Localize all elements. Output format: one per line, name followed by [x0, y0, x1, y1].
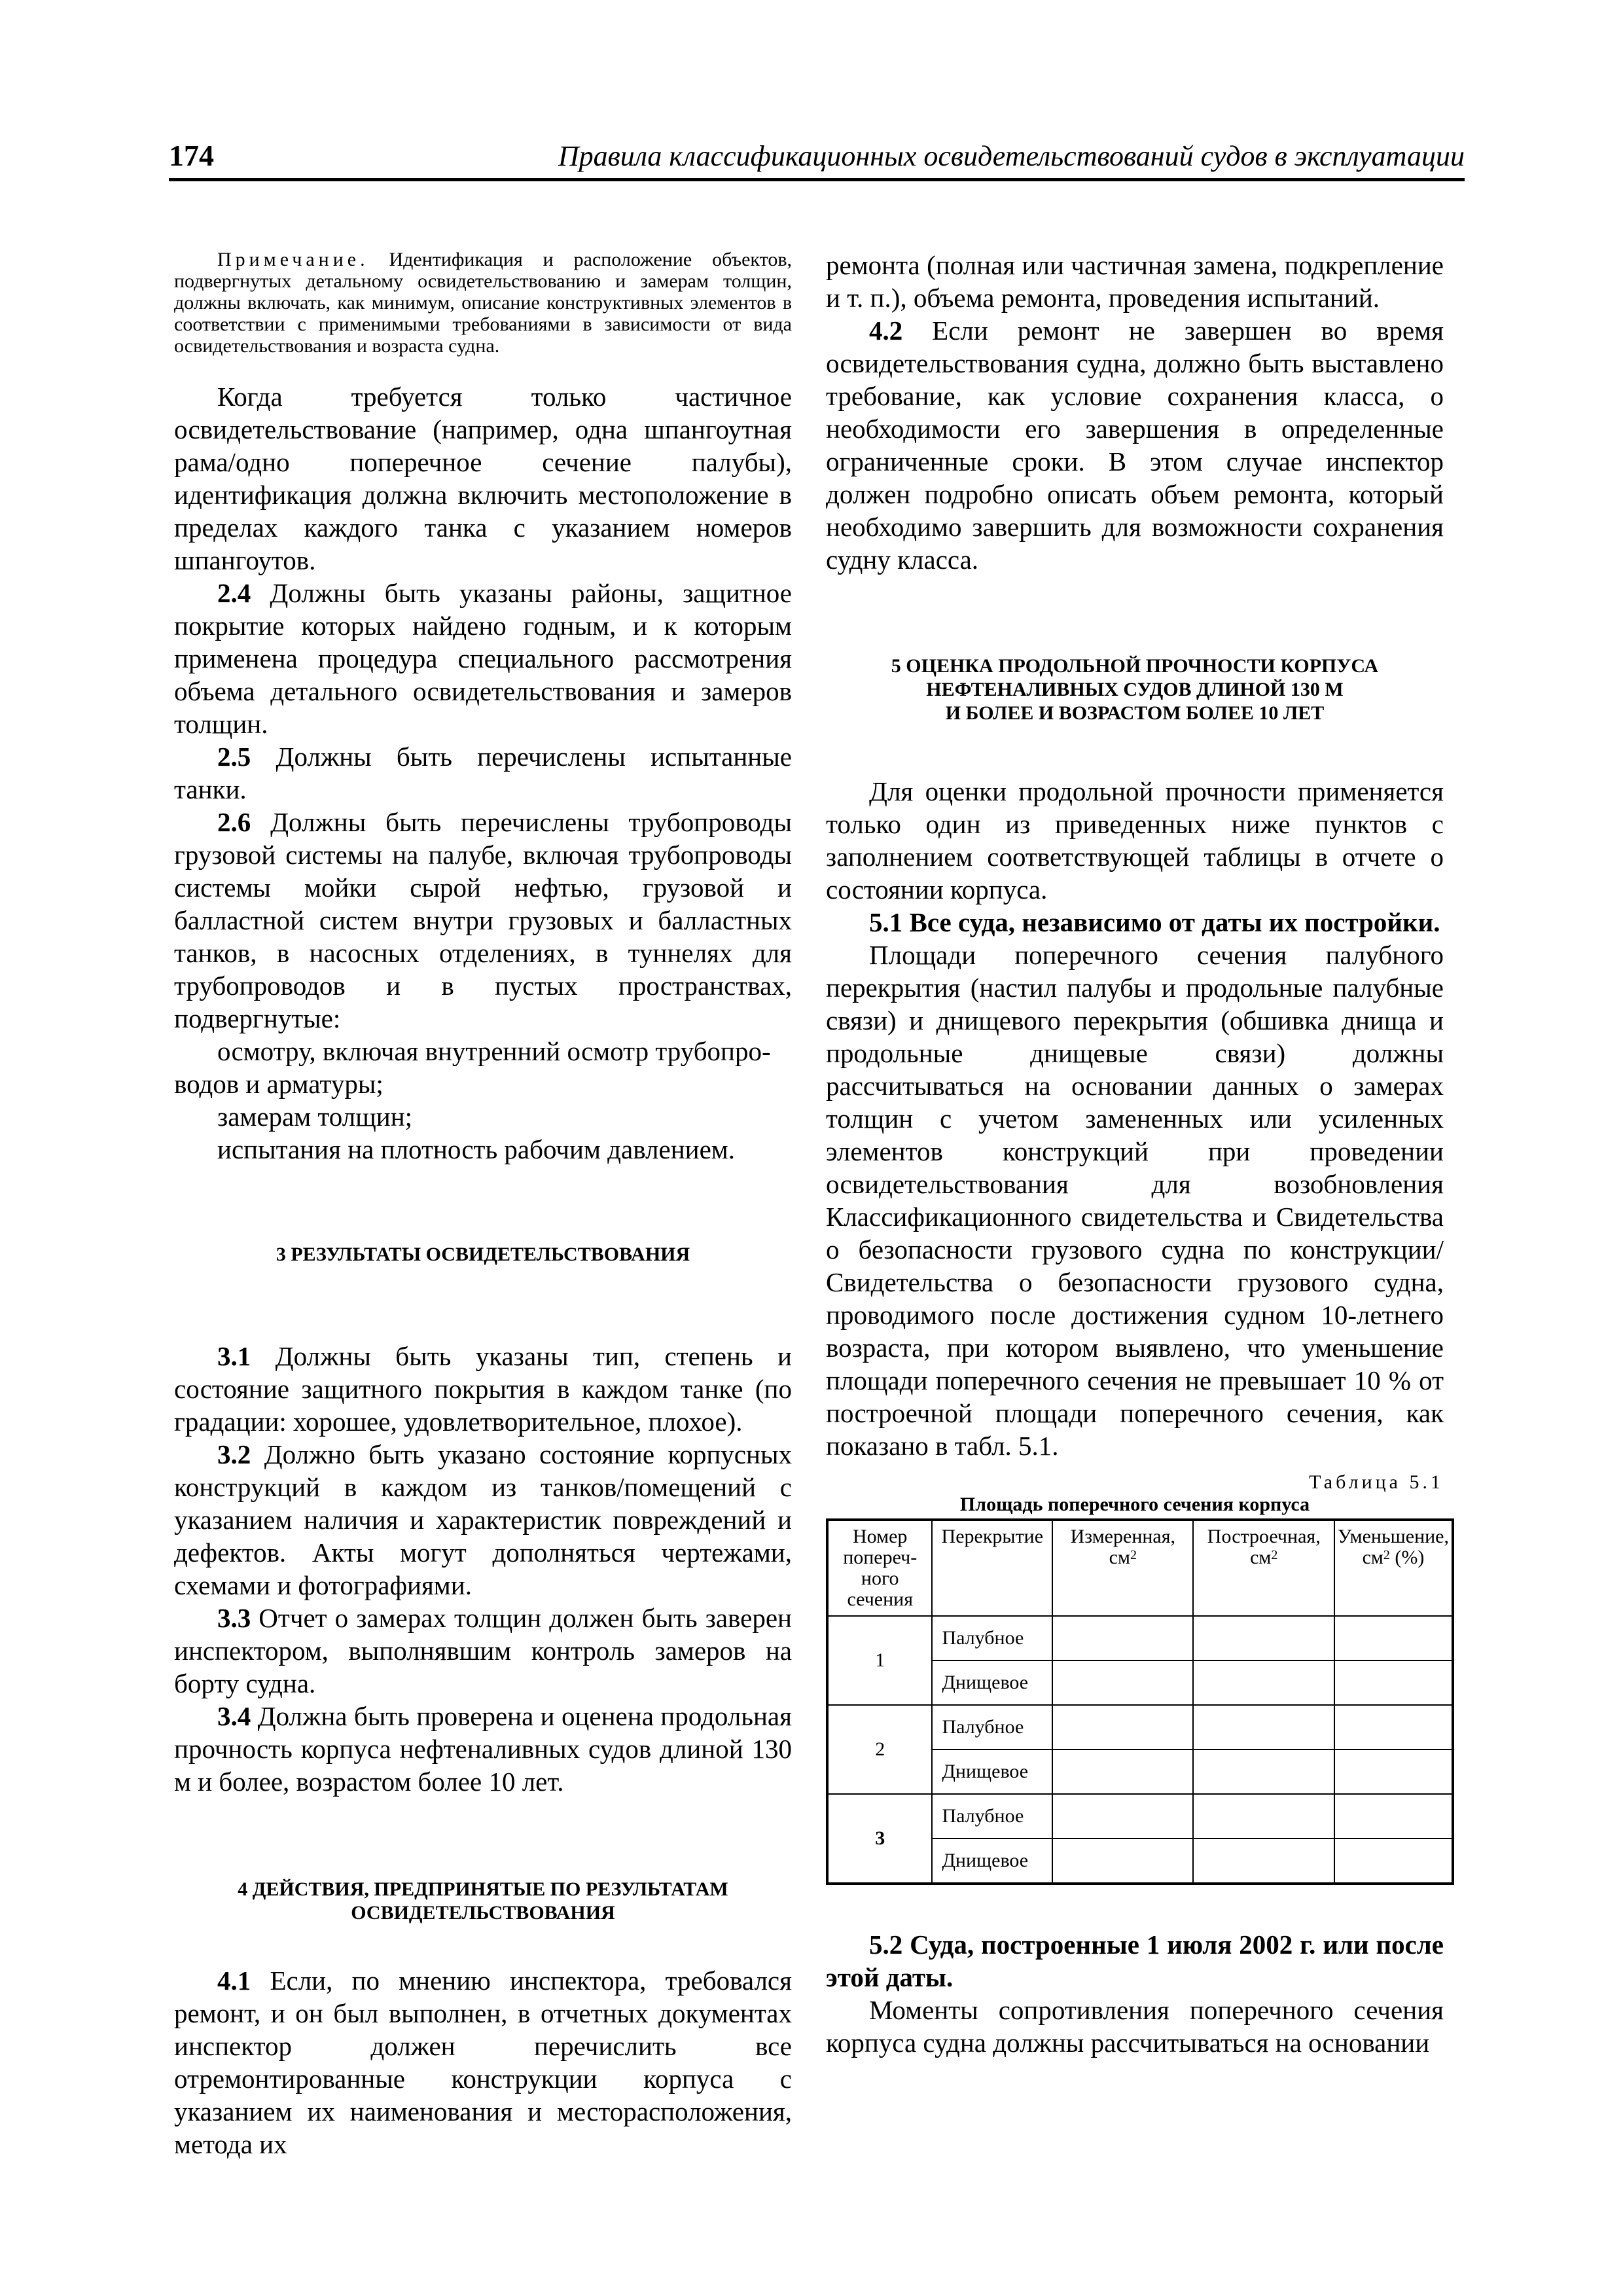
list-item-inspection: осмотру, включая внутренний осмотр трубопро- [217, 1036, 771, 1066]
clause-number: 3.4 [217, 1701, 251, 1731]
list-item-thickness: замерам толщин; [217, 1102, 413, 1132]
table-row [827, 1794, 1453, 1839]
table-cell [1193, 1616, 1334, 1660]
reduction-sup: 2 [1383, 1548, 1390, 1562]
clause-number: 3.2 [217, 1439, 251, 1469]
column-header-measured [1052, 1520, 1193, 1616]
clause-number: 5.1 [869, 907, 903, 937]
cross-section-table [826, 1518, 1454, 1885]
clause-text: Если ремонт не завершен во время освидетельствования судна, должно быть выставлено требование, как условие сохранения класса, о необходимости его завершения в определенные ограниченные сроки. В этом случае инспектор должен подробно описать объем ремонта, который необходимо завершить для возможности сохранения судну класса. [826, 315, 1444, 575]
paragraph-3-2 [174, 1438, 792, 1602]
clause-text: Если, по мнению инспектора, требовался ремонт, и он был выполнен, в отчетных документах инспектор должен перечислить все отремонтированные конструкции корпуса с указанием их наименования и месторасположения, метода их [174, 1965, 792, 2159]
right-column [826, 249, 1449, 2059]
clause-title: Суда, построенные 1 июля 2002 г. или после этой даты. [826, 1929, 1444, 1992]
as-built-label: Построечная, см [1207, 1526, 1321, 1568]
table-cell [1193, 1794, 1334, 1839]
paragraph-5-2 [826, 1928, 1444, 1994]
clause-title: Все суда, независимо от даты их постройки. [902, 907, 1440, 937]
note [174, 249, 792, 357]
clause-number: 4.1 [217, 1965, 251, 1996]
section-heading-5-line2: НЕФТЕНАЛИВНЫХ СУДОВ ДЛИНОЙ 130 М [926, 679, 1344, 700]
table-cell [1193, 1705, 1334, 1749]
paragraph-partial-survey: Когда требуется только частичное освидетельствование (например, одна шпангоутная рама/одно поперечное сечение палубы), идентификация должна включить местоположение в пределах каждого танка с указанием номеров шпангоутов. [174, 382, 792, 575]
clause-number: 4.2 [869, 315, 903, 346]
structure-bottom: Днищевое [932, 1660, 1052, 1705]
column-header-section: Номер попереч- ного сечения [827, 1520, 932, 1616]
table-cell [1334, 1616, 1453, 1660]
structure-deck: Палубное [932, 1794, 1052, 1839]
clause-number: 2.4 [217, 578, 251, 608]
section-heading-5-line1: 5 ОЦЕНКА ПРОДОЛЬНОЙ ПРОЧНОСТИ КОРПУСА [891, 655, 1379, 677]
page-number: 174 [169, 139, 214, 172]
clause-text: Должны быть перечислены испытанные танки. [174, 742, 792, 804]
paragraph-2-5 [174, 740, 792, 806]
column-header-reduction [1334, 1520, 1453, 1616]
paragraph-3-4 [174, 1700, 792, 1798]
paragraph-5-intro: Для оценки продольной прочности применяется только один из приведенных ниже пунктов с заполнением соответствующей таблицы в отчете о состоянии корпуса. [826, 776, 1444, 905]
table-cell [1193, 1839, 1334, 1884]
structure-deck: Палубное [932, 1616, 1052, 1660]
structure-bottom: Днищевое [932, 1839, 1052, 1884]
clause-text: Должны быть указаны районы, защитное покрытие которых найдено годным, и к которым применена процедура специального рассмотрения объема детального освидетельствования и замеров толщин. [174, 578, 792, 739]
table-row [827, 1616, 1453, 1660]
reduction-suffix: (%) [1389, 1547, 1425, 1568]
running-title: Правила классификационных освидетельствований судов в эксплуатации [558, 140, 1465, 172]
table-cell [1334, 1660, 1453, 1705]
clause-text: Должно быть указано состояние корпусных конструкций в каждом из танков/помещений с указанием наличия и характеристик повреждений и дефектов. Акты могут дополняться чертежами, схемами и фотографиями. [174, 1439, 792, 1600]
table-cell [1052, 1749, 1193, 1794]
paragraph-5-1-body: Площади поперечного сечения палубного перекрытия (настил палубы и продольные палубные связи) и днищевого перекрытия (обшивка днища и продольные днищевые связи) должны рассчитываться на основании данных о замерах толщин с учетом замененных или усиленных элементов конструкций при проведении освидетельствования для возобновления Классификационного свидетельства и Свидетельства о безопасности грузового судна по конструкции/Свидетельства о безопасности грузового судна, проводимого после достижения судном 10-летнего возраста, при котором выявлено, что уменьшение площади поперечного сечения не превышает 10 % от построечной площади поперечного сечения, как показано в табл. 5.1. [826, 940, 1444, 1461]
section-heading-5-line3: И БОЛЕЕ И ВОЗРАСТОМ БОЛЕЕ 10 ЛЕТ [945, 702, 1325, 724]
table-cell [1193, 1660, 1334, 1705]
table-cell [1334, 1839, 1453, 1884]
clause-number: 2.6 [217, 807, 251, 837]
table-title: Площадь поперечного сечения корпуса [959, 1494, 1310, 1515]
section-number: 3 [827, 1794, 932, 1884]
paragraph-2-6 [174, 806, 792, 1035]
clause-number: 5.2 [869, 1929, 903, 1960]
paragraph-5-1 [826, 906, 1444, 939]
structure-bottom: Днищевое [932, 1749, 1052, 1794]
list-item-pressure-test: испытания на плотность рабочим давлением. [217, 1134, 735, 1164]
section-number: 1 [827, 1616, 932, 1705]
paragraph-5-2-body: Моменты сопротивления поперечного сечения корпуса судна должны рассчитываться на основании [826, 1995, 1444, 2058]
measured-label: Измеренная, см [1070, 1526, 1176, 1568]
measured-sup: 2 [1130, 1548, 1137, 1562]
table-cell [1052, 1660, 1193, 1705]
section-number: 2 [827, 1705, 932, 1794]
paragraph-2-4 [174, 577, 792, 740]
note-label: Примечание. [217, 249, 369, 270]
table-cell [1052, 1705, 1193, 1749]
paragraph-4-1-continued: ремонта (полная или частичная замена, подкрепление и т. п.), объема ремонта, проведения испытаний. [826, 250, 1444, 313]
structure-deck: Палубное [932, 1705, 1052, 1749]
clause-text: Должны быть перечислены трубопроводы грузовой системы на палубе, включая трубопроводы системы мойки сырой нефтью, грузовой и балластной систем внутри грузовых и балластных танков, в насосных отделениях, в туннелях для трубопроводов и в пустых пространствах, подвергнутые: [174, 807, 792, 1033]
as-built-sup: 2 [1271, 1548, 1278, 1562]
reduction-label: Уменьшение, см [1338, 1526, 1449, 1568]
clause-number: 3.1 [217, 1341, 251, 1371]
paragraph-3-1 [174, 1340, 792, 1438]
left-column [174, 249, 792, 2161]
page-header [169, 139, 1465, 181]
clause-number: 3.3 [217, 1603, 251, 1633]
table-cell [1334, 1749, 1453, 1794]
clause-text: Отчет о замерах толщин должен быть заверен инспектором, выполнявшим контроль замеров на борту судна. [174, 1603, 792, 1698]
clause-text: Должна быть проверена и оценена продольная прочность корпуса нефтеналивных судов длиной 130 м и более, возрастом более 10 лет. [174, 1701, 792, 1797]
paragraph-4-1 [174, 1964, 792, 2161]
section-heading-3: 3 РЕЗУЛЬТАТЫ ОСВИДЕТЕЛЬСТВОВАНИЯ [276, 1244, 690, 1265]
section-heading-4-line2: ОСВИДЕТЕЛЬСТВОВАНИЯ [351, 1902, 615, 1924]
column-header-structure: Перекрытие [932, 1520, 1052, 1616]
table-label: Таблица 5.1 [1309, 1471, 1444, 1493]
table-header-row [827, 1520, 1453, 1616]
section-heading-4-line1: 4 ДЕЙСТВИЯ, ПРЕДПРИНЯТЫЕ ПО РЕЗУЛЬТАТАМ [238, 1878, 728, 1900]
table-cell [1052, 1616, 1193, 1660]
paragraph-4-2 [826, 314, 1444, 576]
clause-number: 2.5 [217, 742, 251, 772]
table-cell [1334, 1794, 1453, 1839]
table-cell [1334, 1705, 1453, 1749]
table-cell [1193, 1749, 1334, 1794]
table-row [827, 1705, 1453, 1749]
table-cell [1052, 1839, 1193, 1884]
list-item-inspection-cont: водов и арматуры; [174, 1069, 383, 1099]
column-header-as-built [1193, 1520, 1334, 1616]
clause-text: Должны быть указаны тип, степень и состояние защитного покрытия в каждом танке (по градации: хорошее, удовлетворительное, плохое). [174, 1341, 792, 1437]
note-text: Идентификация и расположение объектов, подвергнутых детальному освидетельствованию и замерам толщин, должны включать, как минимум, описание конструктивных элементов в соответствии с применимыми требованиями в зависимости от вида освидетельствования и возраста судна. [174, 249, 792, 357]
table-cell [1052, 1794, 1193, 1839]
paragraph-3-3 [174, 1602, 792, 1700]
